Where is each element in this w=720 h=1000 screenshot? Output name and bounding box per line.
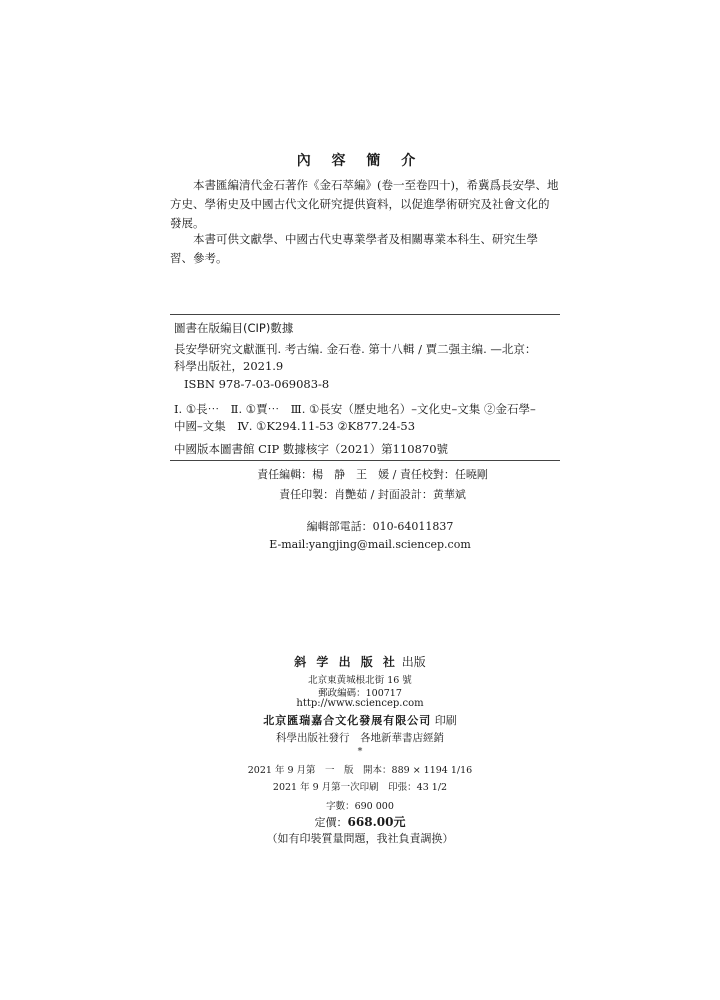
cip-top-rule	[170, 314, 560, 315]
printer-suffix: 印刷	[434, 714, 457, 727]
price-label: 定價：	[314, 816, 348, 829]
printer-line	[0, 712, 720, 728]
publisher-postcode: 郵政編碼：100717	[318, 688, 402, 699]
intro-title: 內 容 簡 介	[296, 153, 424, 169]
cip-class-2: 中國–文集 Ⅳ. ①K294.11-53 ②K877.24-53	[174, 419, 416, 433]
publisher-url: http://www.sciencep.com	[296, 698, 424, 709]
editors-line-1: 責任編輯：楊 静 王 媛 / 責任校對：任曉剛	[257, 468, 488, 481]
quality-notice: （如有印裝質量問題，我社負責調换）	[266, 832, 454, 845]
printing-info: 2021 年 9 月第一次印刷 印張：43 1/2	[272, 782, 448, 793]
cip-title: 圖書在版編目(CIP)數據	[174, 321, 294, 335]
price-value: 668.00元	[347, 815, 406, 829]
price-line	[0, 813, 720, 830]
publisher-address: 北京東黄城根北街 16 號	[308, 675, 412, 686]
distribution: 科學出版社發行 各地新華書店經銷	[276, 732, 444, 744]
publisher-suffix: 出版	[401, 655, 426, 669]
editors-email: E-mail:yangjing@mail.sciencep.com	[269, 538, 471, 551]
publisher-line	[0, 653, 720, 670]
cip-line-1: 長安學研究文獻滙刊. 考古编. 金石卷. 第十八輯 / 賈二强主编. —北京：	[174, 342, 537, 356]
intro-paragraph-1: 本書匯編清代金石著作《金石萃編》(卷一至卷四十)，希冀爲長安學、地方史、學術史及中國古代文化研究提供資料，以促進學術研究及社會文化的發展。	[170, 178, 559, 230]
intro-paragraph-2: 本書可供文獻學、中國古代史專業學者及相關專業本科生、研究生學習、參考。	[170, 232, 538, 265]
edition-info: 2021 年 9 月第 一 版 開本：889 × 1194 1/16	[247, 765, 473, 776]
word-count: 字數：690 000	[326, 801, 394, 812]
cip-bottom-rule	[170, 460, 560, 461]
publisher-name: 斜 学 出 版 社	[294, 655, 398, 669]
editors-line-2: 責任印製：肖艷茹 / 封面設計：黄華斌	[279, 488, 466, 501]
editors-phone: 編輯部電話：010-64011837	[306, 520, 454, 533]
printer-name: 北京匯瑞嘉合文化發展有限公司	[263, 714, 432, 727]
cip-class-1: Ⅰ. ①長⋯ Ⅱ. ①賈⋯ Ⅲ. ①長安（歷史地名）–文化史–文集 ②金石學–	[174, 402, 536, 416]
separator-star: *	[357, 746, 363, 757]
cip-isbn: ISBN 978-7-03-069083-8	[184, 377, 330, 391]
cip-verify: 中國版本圖書館 CIP 數據核字（2021）第110870號	[174, 442, 449, 456]
cip-line-2: 科學出版社，2021.9	[174, 359, 284, 373]
